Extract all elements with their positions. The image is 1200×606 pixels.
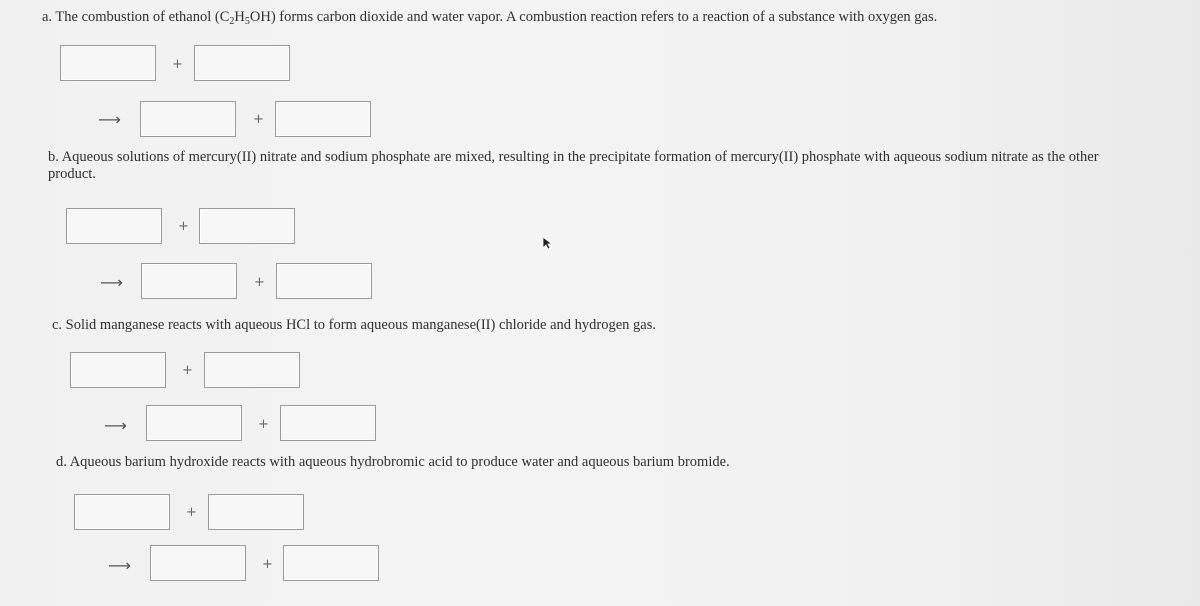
question-b-reactant-1-input[interactable]	[66, 208, 162, 244]
reaction-arrow-icon: ⟶	[98, 110, 121, 129]
question-b-reactant-2-input[interactable]	[199, 208, 295, 244]
question-c-reactant-2-input[interactable]	[204, 352, 300, 388]
plus-sign: +	[258, 417, 269, 432]
question-c-reactant-1-input[interactable]	[70, 352, 166, 388]
question-a-product-2-input[interactable]	[275, 101, 371, 137]
question-d-reactant-1-input[interactable]	[74, 494, 170, 530]
plus-sign: +	[178, 219, 189, 234]
plus-sign: +	[172, 57, 183, 72]
question-d-reactant-2-input[interactable]	[208, 494, 304, 530]
question-c-product-2-input[interactable]	[280, 405, 376, 441]
question-a-product-1-input[interactable]	[140, 101, 236, 137]
reaction-arrow-icon: ⟶	[108, 556, 131, 575]
question-a-reactant-1-input[interactable]	[60, 45, 156, 81]
question-d-text: d. Aqueous barium hydroxide reacts with aqueous hydrobromic acid to produce water and aqueous barium bromide.	[56, 454, 730, 470]
question-c-text: c. Solid manganese reacts with aqueous HCl to form aqueous manganese(II) chloride and hydrogen gas.	[52, 317, 656, 333]
question-d-product-2-input[interactable]	[283, 545, 379, 581]
question-b-product-2-input[interactable]	[276, 263, 372, 299]
question-b-product-1-input[interactable]	[141, 263, 237, 299]
question-c-product-1-input[interactable]	[146, 405, 242, 441]
plus-sign: +	[254, 275, 265, 290]
plus-sign: +	[262, 557, 273, 572]
mouse-pointer-icon	[540, 236, 554, 250]
question-a-reactant-2-input[interactable]	[194, 45, 290, 81]
question-a-text: a. The combustion of ethanol $(C_2H_5OH)$ forms carbon dioxide and water vapor. A combustion reaction refers to a reaction of a substance with oxygen gas.	[42, 9, 938, 27]
plus-sign: +	[186, 505, 197, 520]
reaction-arrow-icon: ⟶	[100, 273, 123, 292]
plus-sign: +	[253, 112, 264, 127]
question-b-text: b. Aqueous solutions of mercury(II) nitrate and sodium phosphate are mixed, resulting in the precipitate formation of mercury(II) phosphate with aqueous sodium nitrate as the other product.	[48, 149, 1099, 182]
reaction-arrow-icon: ⟶	[104, 416, 127, 435]
plus-sign: +	[182, 363, 193, 378]
question-d-product-1-input[interactable]	[150, 545, 246, 581]
